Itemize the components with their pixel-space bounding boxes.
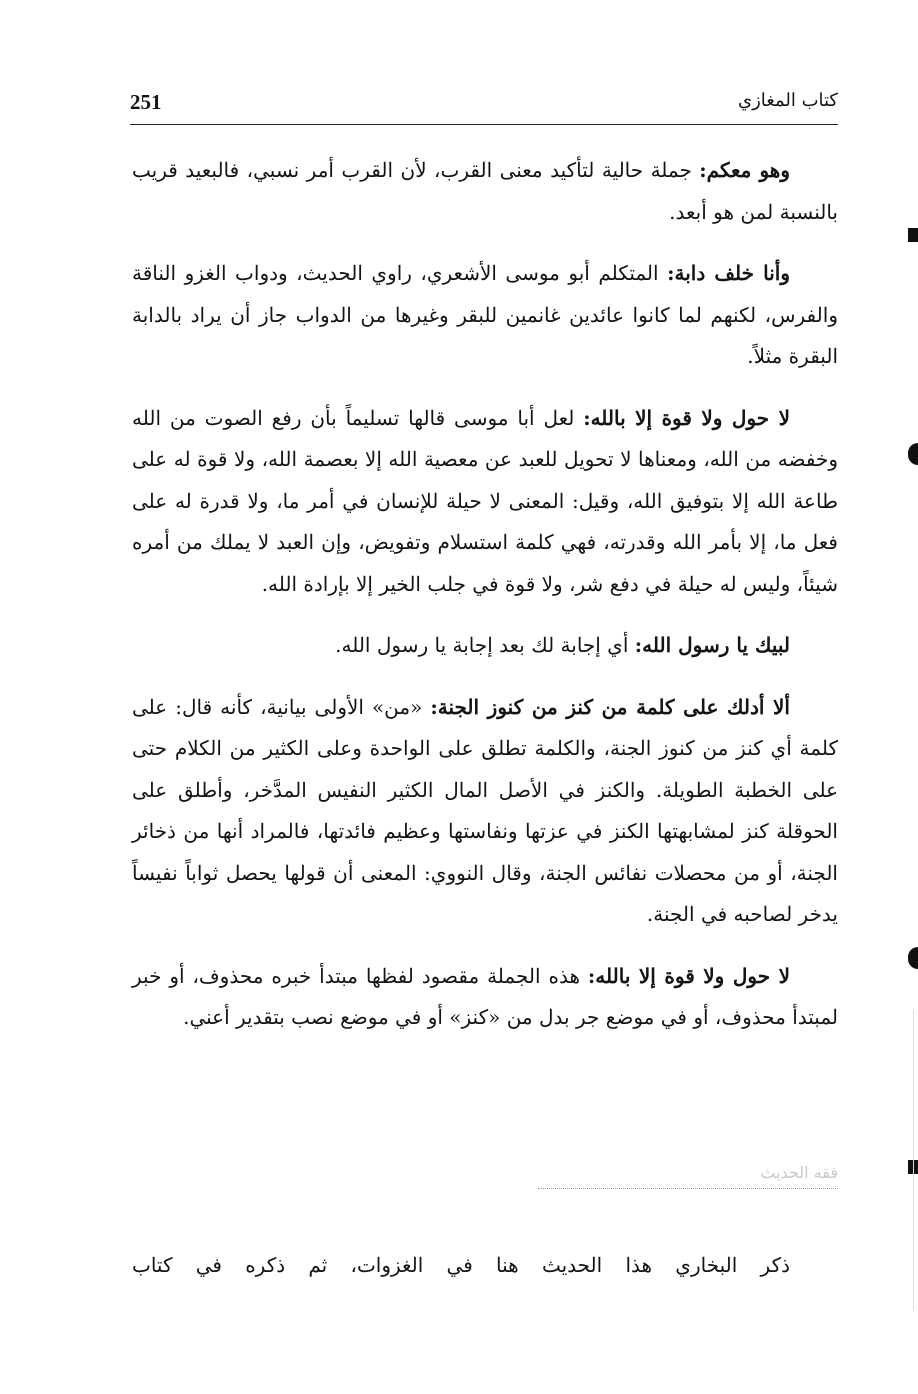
- paragraph-text: هذه الجملة مقصود لفظها مبتدأ خبره محذوف، أو خبر لمبتدأ محذوف، أو في موضع جر بدل من «كنز» أو في موضع نصب بتقدير أعني.: [132, 963, 838, 1029]
- paragraph-text: جملة حالية لتأكيد معنى القرب، لأن القرب أمر نسبي، فالبعيد قريب بالنسبة لمن هو أبعد.: [132, 158, 838, 224]
- paragraph-4: [132, 625, 838, 667]
- paragraph-term: ألا أدلك على كلمة من كنز من كنوز الجنة:: [430, 694, 790, 719]
- paragraph-1: [132, 150, 838, 233]
- paragraph-text: أي إجابة لك بعد إجابة يا رسول الله.: [335, 633, 635, 657]
- closing-line: ذكر البخاري هذا الحديث هنا في الغزوات، ثم ذكره في كتاب: [132, 1253, 790, 1277]
- section-divider: [538, 1188, 838, 1189]
- paragraph-2: [132, 253, 838, 378]
- page-number: 251: [130, 90, 162, 114]
- margin-tab-mark: [908, 947, 918, 969]
- paragraph-text: المتكلم أبو موسى الأشعري، راوي الحديث، ودواب الغزو الناقة والفرس، لكنهم لما كانوا عائدين غانمين للبقر وغيرها من الدواب جاز أن يراد بالدابة البقرة مثلاً.: [132, 261, 838, 368]
- paragraph-text: «من» الأولى بيانية، كأنه قال: على كلمة أي كنز من كنوز الجنة، والكلمة تطلق على الواحدة وعلى الكثير من الكلام حتى على الخطبة الطويلة. والكنز في الأصل المال الكثير النفيس المدَّخر، وأطلق على الحوقلة كنز لمشابهتها الكنز في عزتها ونفاستها وعظيم فائدتها، فالمراد أنها من ذخائر الجنة، أو من محصلات نفائس الجنة، وقال النووي: المعنى أن قولها يحصل ثواباً نفيساً يدخر لصاحبه في الجنة.: [132, 694, 838, 926]
- main-text: [132, 150, 838, 1059]
- book-title: كتاب المغازي: [738, 90, 838, 111]
- paragraph-3: [132, 398, 838, 606]
- paragraph-term: وأنا خلف دابة:: [667, 261, 791, 285]
- paragraph-term: لا حول ولا قوة إلا بالله:: [583, 405, 791, 430]
- paragraph-text: لعل أبا موسى قالها تسليماً بأن رفع الصوت من الله وخفضه من الله، ومعناها لا تحويل للعبد عن معصية الله إلا بعصمة الله، ولا قوة له على طاعة الله إلا بتوفيق الله، وقيل: المعنى لا حيلة للإنسان في أمر ما، ولا قدرة له على فعل ما، إلا بأمر الله وقدرته، فهي كلمة استسلام وتفويض، وإن العبد لا يملك من أمره شيئاً، وليس له حيلة في دفع شر، ولا قوة في جلب الخير إلا بإرادة الله.: [132, 405, 838, 596]
- paragraph-term: وهو معكم:: [699, 158, 790, 182]
- page-edge-line: [913, 1010, 914, 1310]
- margin-tab-mark: [908, 228, 918, 242]
- section-heading: [538, 1162, 838, 1189]
- paragraph-term: لبيك يا رسول الله:: [634, 633, 790, 657]
- margin-tab-mark: [908, 443, 918, 465]
- closing-text: [132, 1245, 838, 1287]
- paragraph-5: [132, 687, 838, 936]
- section-label: فقه الحديث: [760, 1163, 838, 1182]
- page-header: [130, 84, 838, 125]
- paragraph-6: [132, 956, 838, 1039]
- paragraph-term: لا حول ولا قوة إلا بالله:: [587, 963, 791, 988]
